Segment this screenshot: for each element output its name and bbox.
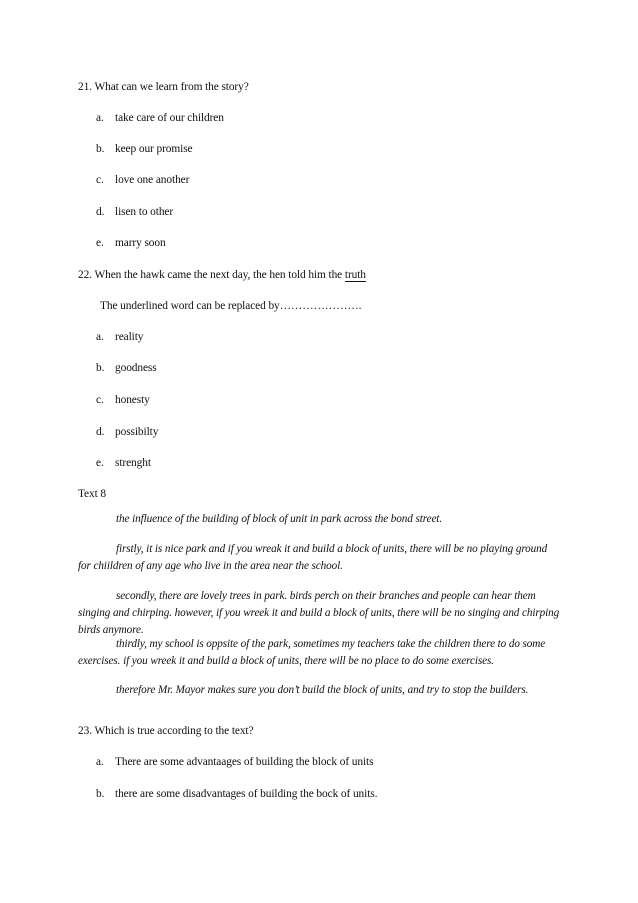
q22-option-a	[96, 330, 143, 344]
option-letter: a.	[96, 112, 104, 124]
question-22-text: 22. When the hawk came the next day, the hen told him the	[78, 269, 345, 281]
paragraph-text: therefore Mr. Mayor makes sure you don’t build the block of units, and try to stop the builders.	[116, 684, 529, 696]
paragraph-text: thirdly, my school is oppsite of the park, sometimes my teachers take the children there to do some exercises. if you wreek it and build a block of units, there will be no place to do some exercises.	[78, 638, 546, 667]
option-letter: a.	[96, 331, 104, 343]
q22-instruction: The underlined word can be replaced by………………….	[100, 300, 362, 312]
text-8-paragraph	[78, 511, 562, 528]
q23-option-a	[96, 755, 373, 769]
option-letter: d.	[96, 206, 105, 218]
option-letter: d.	[96, 426, 105, 438]
option-text: There are some advantaages of building the block of units	[115, 756, 374, 768]
q21-option-d	[96, 205, 173, 219]
option-text: there are some disadvantages of building the bock of units.	[115, 788, 378, 800]
text-8-heading: Text 8	[78, 488, 107, 500]
question-22	[78, 268, 366, 282]
option-letter: a.	[96, 756, 104, 768]
text-8-paragraph	[78, 588, 562, 639]
question-23: 23. Which is true according to the text?	[78, 725, 254, 737]
option-letter: c.	[96, 174, 104, 186]
q22-option-e	[96, 456, 151, 470]
option-text: lisen to other	[115, 206, 174, 218]
option-letter: b.	[96, 788, 105, 800]
text-8-paragraph	[78, 636, 562, 670]
paragraph-text: firstly, it is nice park and if you wreak it and build a block of units, there will be no playing ground for chiildren of any age who live in the area near the school.	[78, 543, 548, 572]
q23-option-b	[96, 787, 377, 801]
option-text: keep our promise	[115, 143, 193, 155]
text-8-paragraph	[78, 682, 562, 699]
text-8-paragraph	[78, 541, 562, 575]
option-text: marry soon	[115, 237, 166, 249]
option-letter: b.	[96, 362, 105, 374]
option-letter: e.	[96, 237, 104, 249]
q21-option-e	[96, 236, 166, 250]
q22-option-b	[96, 361, 157, 375]
option-text: possibilty	[115, 426, 159, 438]
underlined-word: truth	[344, 269, 366, 281]
q21-option-c	[96, 173, 189, 187]
paragraph-text: the influence of the building of block of unit in park across the bond street.	[116, 513, 443, 525]
question-21: 21. What can we learn from the story?	[78, 81, 249, 93]
option-text: reality	[115, 331, 144, 343]
option-letter: c.	[96, 394, 104, 406]
q22-option-d	[96, 425, 158, 439]
option-text: honesty	[115, 394, 150, 406]
option-text: goodness	[115, 362, 157, 374]
q21-option-a	[96, 111, 224, 125]
option-text: strenght	[115, 457, 151, 469]
option-text: take care of our children	[115, 112, 224, 124]
q22-option-c	[96, 393, 150, 407]
paragraph-text: secondly, there are lovely trees in park. birds perch on their branches and people can hear them singing and chirping. however, if you wreek it and build a block of units, there will be no singing and chirping birds anymore.	[78, 590, 560, 636]
option-letter: b.	[96, 143, 105, 155]
option-letter: e.	[96, 457, 104, 469]
q21-option-b	[96, 142, 192, 156]
option-text: love one another	[115, 174, 190, 186]
